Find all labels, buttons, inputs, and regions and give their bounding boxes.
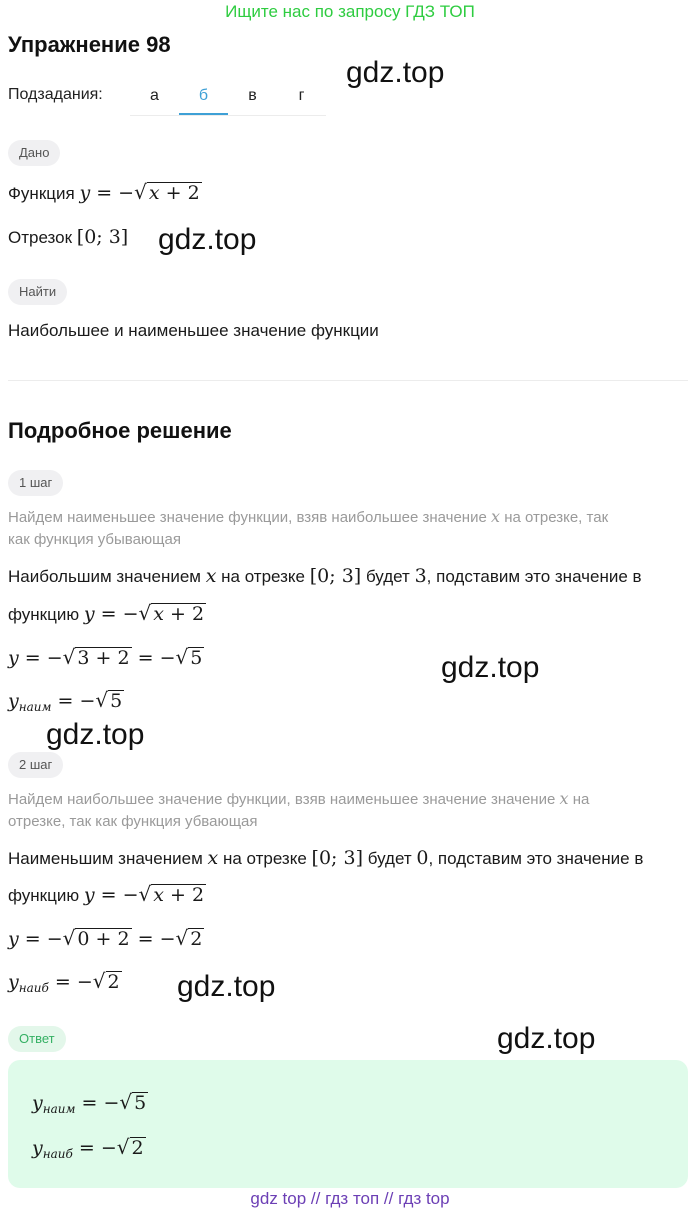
- step2-line1: Наименьшим значением x на отрезке [0; 3] будет 0, подставим это значение в: [8, 847, 644, 869]
- given-segment: [8, 226, 128, 248]
- watermark: gdz.top: [46, 718, 145, 751]
- tab-v[interactable]: в: [248, 87, 257, 104]
- answer-line1: $y_{наим}$ = −√ 5: [32, 1090, 147, 1116]
- answer-chip: Ответ: [8, 1026, 66, 1052]
- page-title: Упражнение 98: [8, 32, 171, 57]
- watermark: gdz.top: [346, 56, 445, 89]
- tab-b[interactable]: б: [179, 78, 228, 115]
- promo-banner: Ищите нас по запросу ГДЗ ТОП: [225, 2, 475, 21]
- subtasks-tabs: [130, 78, 326, 116]
- step1-calc: y = −√ 3 + 2 = −√ 5: [8, 645, 203, 669]
- step1-hint-line2: как функция убывающая: [8, 531, 181, 548]
- segment-formula: [0; 3]: [76, 226, 129, 248]
- given-chip: Дано: [8, 140, 60, 166]
- watermark: gdz.top: [177, 970, 276, 1003]
- watermark: gdz.top: [497, 1022, 596, 1055]
- function-label: Функция: [8, 184, 75, 203]
- step2-line2: функцию y = −√ x + 2: [8, 882, 205, 906]
- answer-box: [8, 1060, 688, 1188]
- tab-g[interactable]: г: [298, 87, 305, 104]
- step2-hint-line1: Найдем наибольшее значение функции, взяв наименьшее значение значение x на: [8, 789, 590, 808]
- footer-links[interactable]: gdz top // гдз топ // гдз top: [250, 1189, 450, 1208]
- section-divider: [8, 380, 688, 381]
- subtasks-label: Подзадания:: [8, 86, 103, 103]
- find-chip: Найти: [8, 279, 67, 305]
- watermark: gdz.top: [158, 223, 257, 256]
- function-formula: y = −√ x + 2: [83, 882, 205, 906]
- step1-hint-line1: Найдем наименьшее значение функции, взяв наибольшее значение x на отрезке, так: [8, 507, 609, 526]
- step2-chip: 2 шаг: [8, 752, 63, 778]
- step1-line1: Наибольшим значением x на отрезке [0; 3] будет 3, подставим это значение в: [8, 565, 642, 587]
- tab-a[interactable]: а: [150, 87, 159, 104]
- step2-hint-line2: отрезке, так как функция убвающая: [8, 813, 258, 830]
- step2-result: $y_{наиб}$ = −√ 2: [8, 969, 120, 995]
- answer-line2: $y_{наиб}$ = −√ 2: [32, 1135, 144, 1161]
- given-function: [8, 180, 202, 204]
- function-formula: y = −√ x + 2: [79, 180, 200, 204]
- find-text: Наибольшее и наименьшее значение функции: [8, 321, 379, 340]
- solution-heading: Подробное решение: [8, 418, 232, 443]
- step1-line2: функцию y = −√ x + 2: [8, 601, 205, 625]
- step1-chip: 1 шаг: [8, 470, 63, 496]
- watermark: gdz.top: [441, 651, 540, 684]
- step2-calc: y = −√ 0 + 2 = −√ 2: [8, 926, 203, 950]
- segment-label: Отрезок: [8, 228, 73, 247]
- step1-result: $y_{наим}$ = −√ 5: [8, 688, 123, 714]
- function-formula: y = −√ x + 2: [83, 601, 205, 625]
